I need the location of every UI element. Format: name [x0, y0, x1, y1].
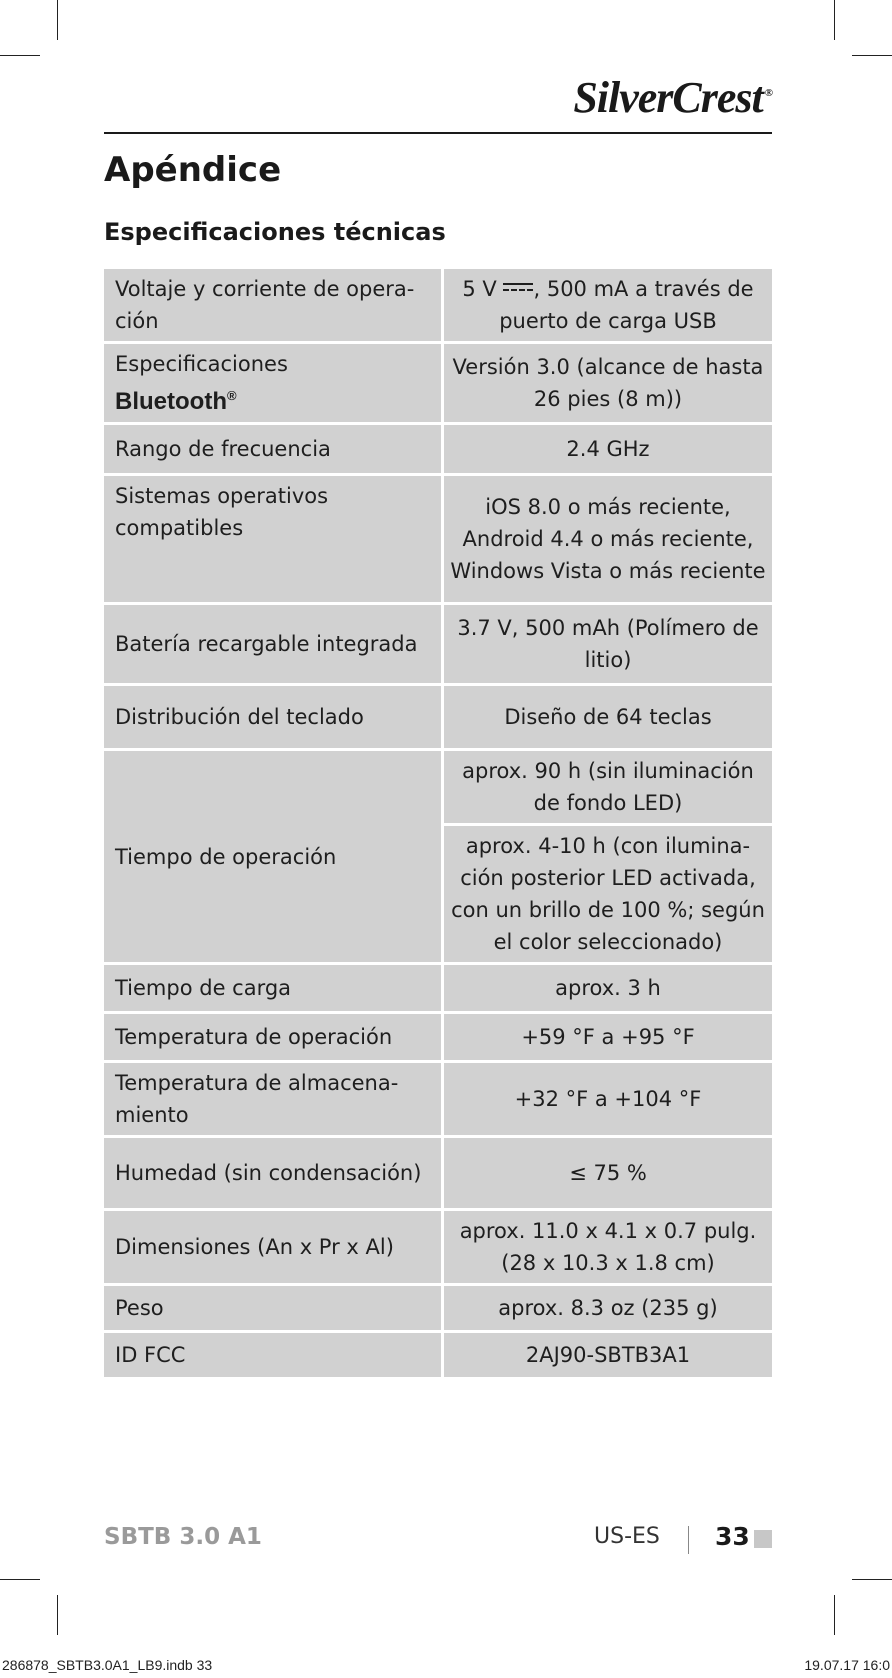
- spec-value: 2.4 GHz: [444, 425, 772, 473]
- print-slug-file: 286878_SBTB3.0A1_LB9.indb 33: [2, 1657, 213, 1673]
- crop-mark: [852, 55, 892, 56]
- spec-value: 5 V , 500 mA a través de puerto de carga USB: [444, 269, 772, 341]
- spec-label: Tiempo de carga: [104, 965, 444, 1011]
- table-row: [104, 1333, 772, 1377]
- crop-mark: [852, 1579, 892, 1580]
- spec-value: +32 °F a +104 °F: [444, 1063, 772, 1135]
- crop-mark: [834, 0, 835, 40]
- spec-value: ≤ 75 %: [444, 1138, 772, 1208]
- spec-value: 2AJ90-SBTB3A1: [444, 1333, 772, 1377]
- footer-divider: [688, 1526, 689, 1554]
- spec-label: Voltaje y corriente de opera-ción: [104, 269, 444, 341]
- crop-mark: [57, 1595, 58, 1635]
- crop-mark: [0, 55, 40, 56]
- table-row: [104, 269, 772, 341]
- dc-current-icon: [503, 283, 533, 294]
- spec-value: aprox. 3 h: [444, 965, 772, 1011]
- spec-value: aprox. 4-10 h (con ilumina-ción posterior LED activada, con un brillo de 100 %; según el color seleccionado): [444, 826, 772, 962]
- page-number: 33: [715, 1522, 750, 1551]
- table-row: [104, 605, 772, 683]
- table-row: [104, 1211, 772, 1283]
- table-row: [104, 425, 772, 473]
- language-code: US-ES: [594, 1524, 660, 1549]
- spec-label: Distribución del teclado: [104, 686, 444, 748]
- print-slug-date: 19.07.17 16:0: [804, 1657, 890, 1673]
- crop-mark: [57, 0, 58, 40]
- header-rule: [104, 132, 772, 134]
- table-row: [104, 1063, 772, 1135]
- spec-label: Especificaciones Bluetooth®: [104, 344, 444, 422]
- spec-value: 3.7 V, 500 mAh (Polímero de litio): [444, 605, 772, 683]
- table-row: [104, 1286, 772, 1330]
- table-row: [104, 1014, 772, 1060]
- spec-value: aprox. 90 h (sin iluminación de fondo LED): [444, 751, 772, 823]
- spec-table: [104, 266, 772, 1380]
- spec-label: Peso: [104, 1286, 444, 1330]
- section-title: Especificaciones técnicas: [104, 218, 446, 246]
- spec-value: iOS 8.0 o más reciente, Android 4.4 o más reciente, Windows Vista o más reciente: [444, 476, 772, 602]
- page-marker-square: [754, 1530, 772, 1548]
- crop-mark: [834, 1595, 835, 1635]
- spec-label: Temperatura de almacena-miento: [104, 1063, 444, 1135]
- model-number: SBTB 3.0 A1: [104, 1524, 262, 1550]
- table-row: [104, 751, 772, 823]
- spec-label: Sistemas operativos compatibles: [104, 476, 444, 602]
- spec-value: +59 °F a +95 °F: [444, 1014, 772, 1060]
- spec-label: Temperatura de operación: [104, 1014, 444, 1060]
- table-row: [104, 344, 772, 422]
- spec-value: aprox. 11.0 x 4.1 x 0.7 pulg. (28 x 10.3 x 1.8 cm): [444, 1211, 772, 1283]
- crop-mark: [0, 1579, 40, 1580]
- table-row: [104, 1138, 772, 1208]
- spec-value: Versión 3.0 (alcance de hasta 26 pies (8 m)): [444, 344, 772, 422]
- spec-value: aprox. 8.3 oz (235 g): [444, 1286, 772, 1330]
- table-row: [104, 965, 772, 1011]
- spec-value: Diseño de 64 teclas: [444, 686, 772, 748]
- spec-label: Humedad (sin condensación): [104, 1138, 444, 1208]
- spec-label: Dimensiones (An x Pr x Al): [104, 1211, 444, 1283]
- spec-label: Batería recargable integrada: [104, 605, 444, 683]
- table-row: [104, 686, 772, 748]
- spec-label: ID FCC: [104, 1333, 444, 1377]
- spec-label: Rango de frecuencia: [104, 425, 444, 473]
- table-row: [104, 476, 772, 602]
- page-title: Apéndice: [104, 150, 282, 190]
- silvercrest-logo: SilverCrest ®: [573, 73, 772, 122]
- spec-label: Tiempo de operación: [104, 751, 444, 962]
